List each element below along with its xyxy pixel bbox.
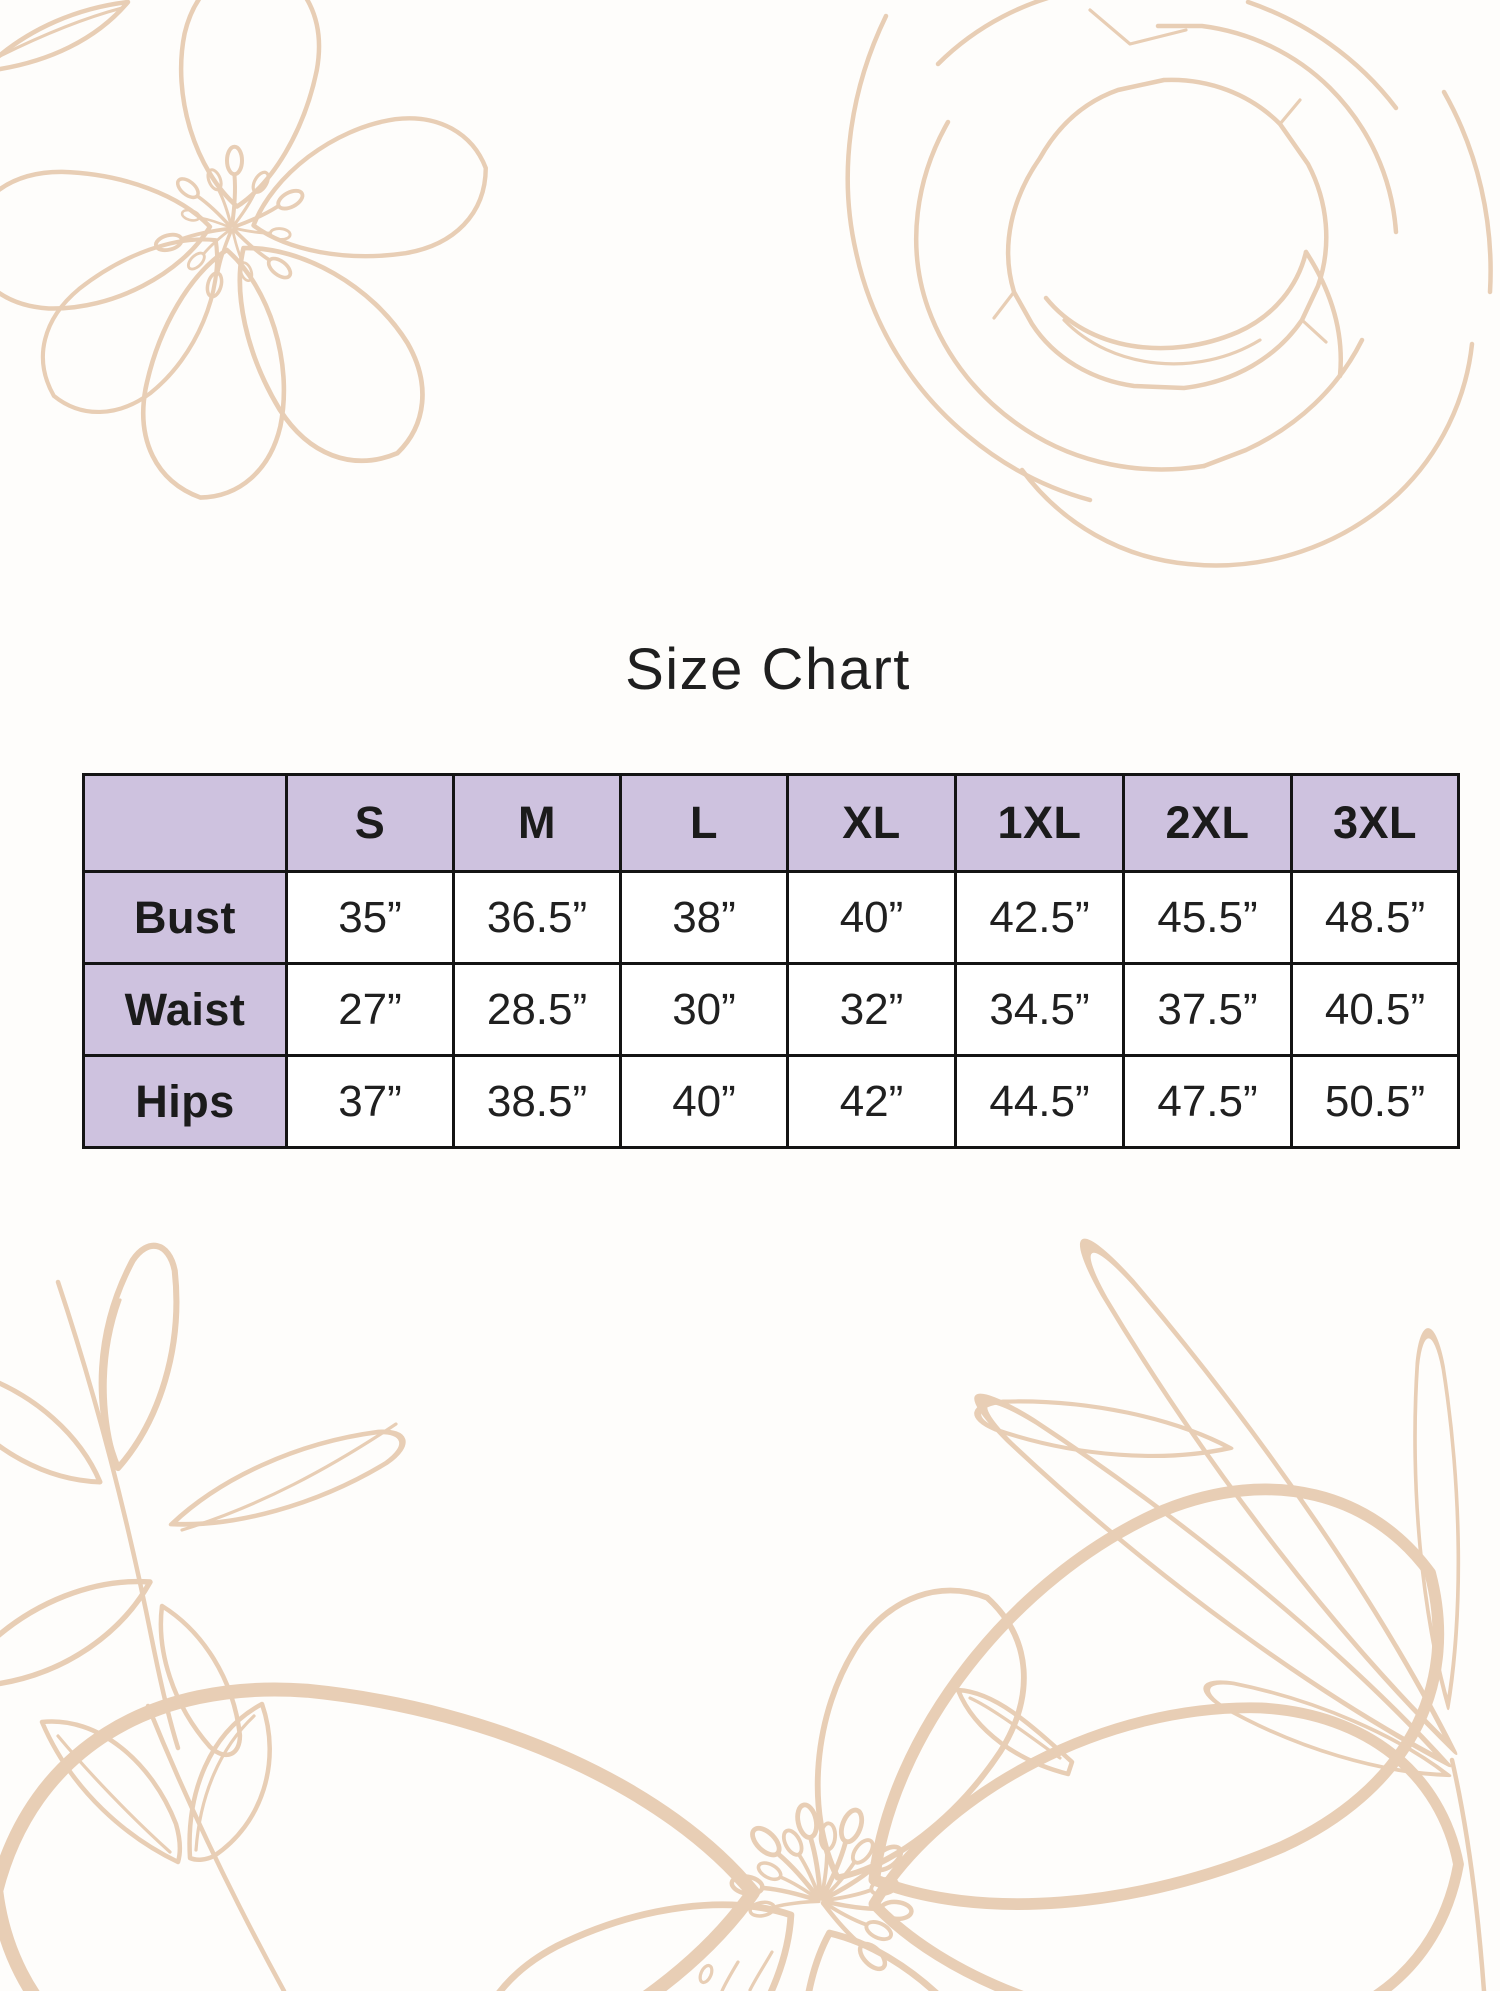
leaf-branch-bottom-left-icon — [0, 1240, 410, 1764]
measurement-cell: 35” — [287, 872, 454, 964]
clematis-flower-bottom-center-icon — [0, 1415, 1500, 1991]
corner-cell — [84, 775, 287, 872]
willow-leaves-bottom-right-icon — [958, 1232, 1484, 1991]
peony-flower-top-right-icon — [848, 0, 1491, 565]
measurement-cell: 38” — [621, 872, 788, 964]
measurement-cell: 37.5” — [1124, 964, 1292, 1056]
measurement-cell: 40.5” — [1292, 964, 1459, 1056]
table-row-bust — [84, 872, 1459, 964]
column-header-3xl: 3XL — [1292, 775, 1459, 872]
measurement-cell: 40” — [621, 1056, 788, 1148]
size-chart-table — [82, 773, 1460, 1149]
column-header-l: L — [621, 775, 788, 872]
header-row — [84, 775, 1459, 872]
row-label-waist: Waist — [84, 964, 287, 1056]
column-header-m: M — [454, 775, 621, 872]
measurement-cell: 44.5” — [956, 1056, 1124, 1148]
column-header-s: S — [287, 775, 454, 872]
clematis-flower-top-left-icon — [0, 0, 500, 507]
measurement-cell: 47.5” — [1124, 1056, 1292, 1148]
measurement-cell: 32” — [788, 964, 956, 1056]
measurement-cell: 50.5” — [1292, 1056, 1459, 1148]
column-header-2xl: 2XL — [1124, 775, 1292, 872]
measurement-cell: 28.5” — [454, 964, 621, 1056]
measurement-cell: 38.5” — [454, 1056, 621, 1148]
measurement-cell: 34.5” — [956, 964, 1124, 1056]
measurement-cell: 48.5” — [1292, 872, 1459, 964]
table-row-hips — [84, 1056, 1459, 1148]
measurement-cell: 45.5” — [1124, 872, 1292, 964]
row-label-hips: Hips — [84, 1056, 287, 1148]
table-row-waist — [84, 964, 1459, 1056]
column-header-xl: XL — [788, 775, 956, 872]
page-title: Size Chart — [625, 637, 911, 702]
measurement-cell: 36.5” — [454, 872, 621, 964]
measurement-cell: 37” — [287, 1056, 454, 1148]
column-header-1xl: 1XL — [956, 775, 1124, 872]
measurement-cell: 27” — [287, 964, 454, 1056]
measurement-cell: 42” — [788, 1056, 956, 1148]
measurement-cell: 40” — [788, 872, 956, 964]
measurement-cell: 42.5” — [956, 872, 1124, 964]
row-label-bust: Bust — [84, 872, 287, 964]
measurement-cell: 30” — [621, 964, 788, 1056]
